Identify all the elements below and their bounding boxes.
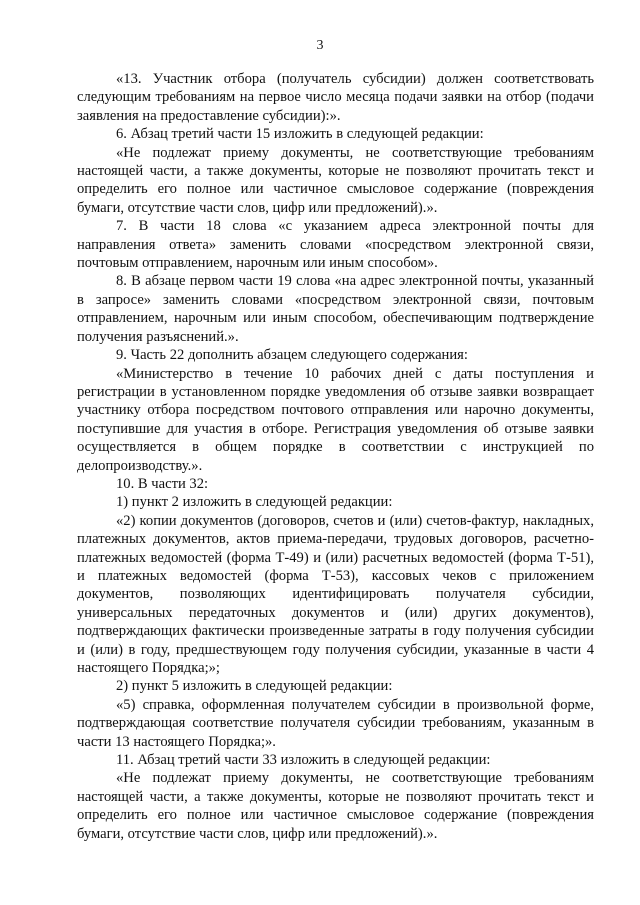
document-body: [77, 70, 594, 843]
paragraph-item-10: 10. В части 32:: [116, 475, 209, 492]
paragraph-quote-point-2: «2) копии документов (договоров, счетов и (или) счетов-фактур, накладных, платежных документов, актов приема-передачи, трудовых договоров, расчетно-платежных ведомостей (форма Т-49) и (или) расчетных ведомостей (форма Т-51), и платежных ведомостей (форма Т-53), кассовых чеков с приложением документов, позволяющих идентифицировать получателя субсидии, универсальных передаточных документов и (или) других документов), подтверждающих фактически произведенные затраты в году получения субсидии и (или) в году, предшествующем году получения субсидии, указанные в части 4 настоящего Порядка;»;: [77, 512, 594, 676]
paragraph-item-6: 6. Абзац третий части 15 изложить в следующей редакции:: [116, 126, 484, 143]
paragraph-item-9: 9. Часть 22 дополнить абзацем следующего содержания:: [116, 347, 468, 364]
page-number: 3: [316, 38, 324, 53]
paragraph-item-8: 8. В абзаце первом части 19 слова «на адрес электронной почты, указанный в запросе» заменить словами «посредством электронной связи, почтовым отправлением, нарочным или иным способом, обеспечивающим подтверждение получения разъяснений.».: [77, 273, 594, 345]
paragraph-item-11: 11. Абзац третий части 33 изложить в следующей редакции:: [116, 752, 491, 769]
paragraph-quote-part-33: «Не подлежат приему документы, не соответствующие требованиям настоящей части, а также документы, которые не позволяют прочитать текст и определить его полное или частичное смысловое содержание (повреждения бумаги, отсутствие части слов, цифр или предложений).».: [77, 770, 594, 842]
paragraph-subitem-2: 2) пункт 5 изложить в следующей редакции:: [116, 678, 393, 695]
paragraph-subitem-1: 1) пункт 2 изложить в следующей редакции:: [116, 494, 393, 511]
paragraph-quote-part-15: «Не подлежат приему документы, не соответствующие требованиям настоящей части, а также документы, которые не позволяют прочитать текст и определить его полное или частичное смысловое содержание (повреждения бумаги, отсутствие части слов, цифр или предложений).».: [77, 144, 594, 216]
paragraph-item-7: 7. В части 18 слова «с указанием адреса электронной почты для направления ответа» заменить словами «посредством электронной связи, почтовым отправлением, нарочным или иным способом».: [77, 218, 594, 272]
paragraph-quote-point-5: «5) справка, оформленная получателем субсидии в произвольной форме, подтверждающая соответствие получателя субсидии требованиям, указанным в части 13 настоящего Порядка;».: [77, 696, 594, 750]
paragraph-requirements-13: «13. Участник отбора (получатель субсидии) должен соответствовать следующим требованиям на первое число месяца подачи заявки на отбор (подачи заявления на предоставление субсидии):».: [77, 71, 594, 124]
paragraph-quote-part-22: «Министерство в течение 10 рабочих дней с даты поступления и регистрации в установленном порядке уведомления об отзыве заявки возвращает участнику отбора посредством почтового отправления или нарочно документы, поступившие для участия в отборе. Регистрация уведомления об отзыве заявки осуществляется в общем порядке в соответствии с инструкцией по делопроизводству.».: [77, 365, 594, 474]
